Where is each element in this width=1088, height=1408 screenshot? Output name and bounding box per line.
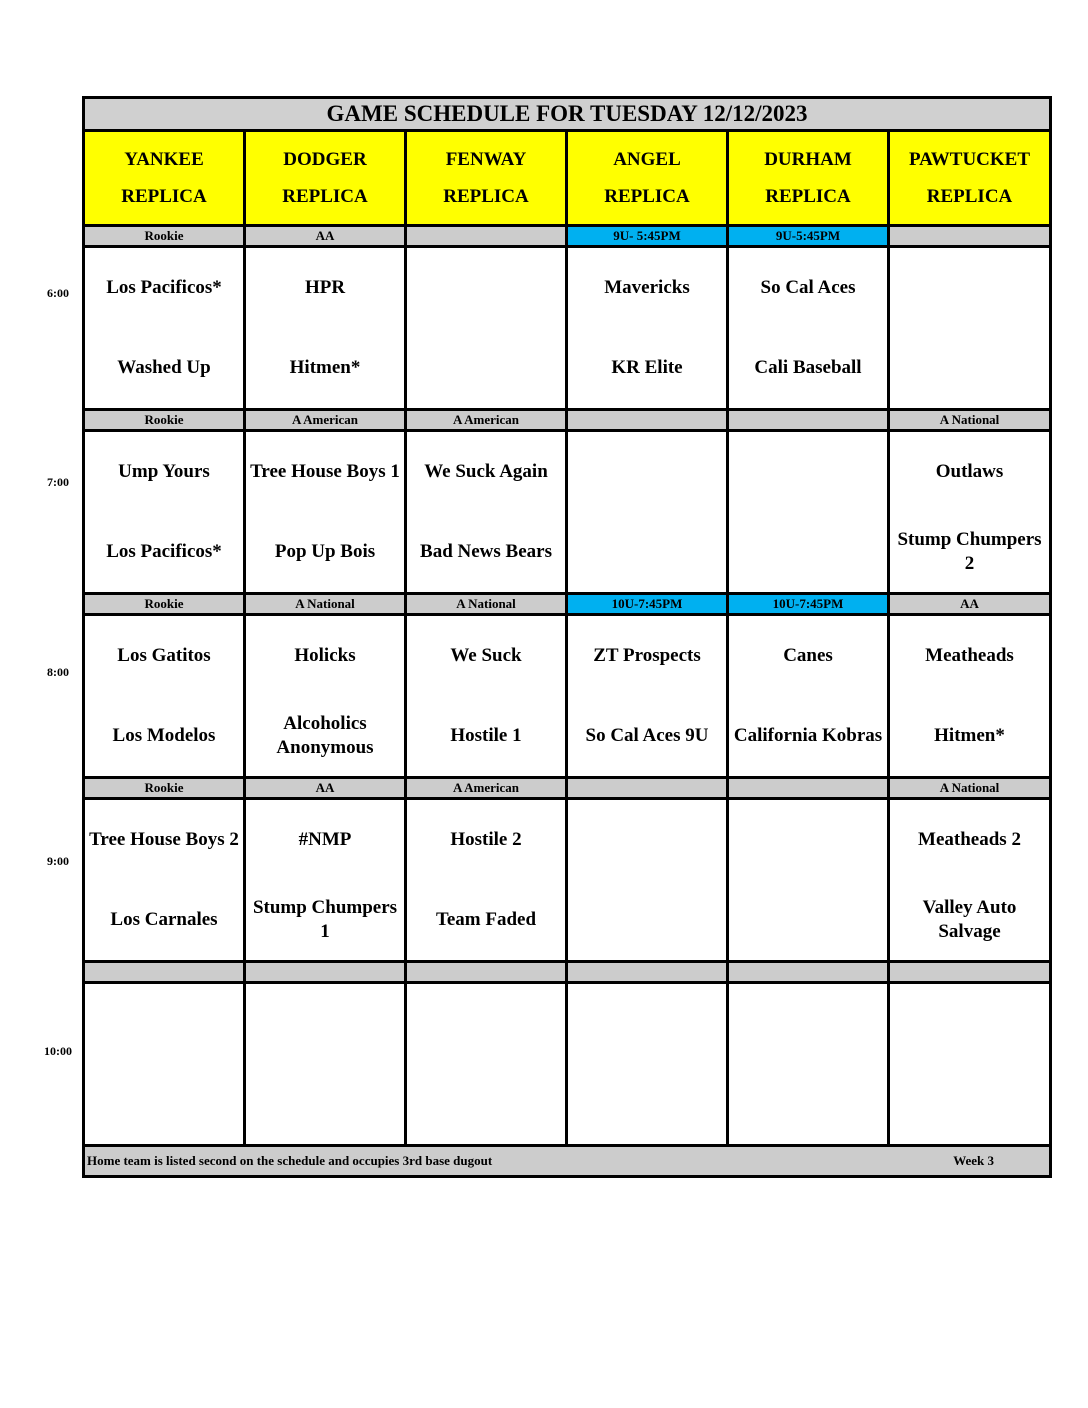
away-team: Holicks bbox=[294, 645, 356, 666]
away-team bbox=[568, 800, 726, 880]
home-team: Cali Baseball bbox=[754, 357, 862, 378]
away-team bbox=[568, 432, 726, 512]
game-cell bbox=[728, 247, 889, 410]
game-cell bbox=[84, 983, 245, 1146]
time-slots bbox=[84, 226, 1051, 1146]
division-label bbox=[567, 778, 728, 799]
time-label-7: 7:00 bbox=[47, 475, 69, 489]
division-label bbox=[567, 962, 728, 983]
home-team: KR Elite bbox=[611, 357, 683, 378]
home-team: Los Carnales bbox=[110, 909, 218, 930]
home-team: Hitmen* bbox=[289, 357, 361, 378]
home-team: Valley Auto Salvage bbox=[922, 897, 1017, 942]
away-team: Outlaws bbox=[935, 461, 1004, 482]
home-team bbox=[729, 880, 887, 960]
home-team: Washed Up bbox=[117, 357, 211, 378]
field-header-angel bbox=[567, 131, 728, 226]
away-team bbox=[890, 248, 1049, 328]
home-team: Stump Chumpers 1 bbox=[252, 897, 398, 942]
division-label: AA bbox=[889, 594, 1051, 615]
home-team: Team Faded bbox=[435, 909, 537, 930]
division-label: Rookie bbox=[84, 778, 245, 799]
away-team: So Cal Aces bbox=[760, 277, 856, 298]
division-label bbox=[728, 962, 889, 983]
home-team: Hitmen* bbox=[934, 725, 1005, 746]
division-label bbox=[889, 226, 1051, 247]
away-team bbox=[85, 984, 243, 1064]
away-team: Hostile 2 bbox=[450, 829, 522, 850]
division-label bbox=[567, 410, 728, 431]
field-name: DURHAM bbox=[764, 149, 852, 170]
home-team: Hostile 1 bbox=[450, 725, 522, 746]
division-label: 9U-5:45PM bbox=[728, 226, 889, 247]
time-label-9: 9:00 bbox=[47, 854, 69, 868]
away-team: Tree House Boys 2 bbox=[89, 829, 239, 850]
game-cell bbox=[889, 247, 1051, 410]
away-team: Meatheads 2 bbox=[918, 829, 1021, 850]
home-team: California Kobras bbox=[733, 725, 883, 746]
away-team: We Suck Again bbox=[424, 461, 548, 482]
division-label bbox=[728, 778, 889, 799]
home-team: Alcoholics Anonymous bbox=[276, 713, 374, 758]
field-name: DODGER bbox=[283, 149, 367, 170]
field-type: REPLICA bbox=[926, 186, 1013, 207]
division-label bbox=[728, 410, 889, 431]
field-name: FENWAY bbox=[445, 149, 527, 170]
time-label-10: 10:00 bbox=[44, 1044, 72, 1058]
away-team: Los Pacificos* bbox=[106, 277, 222, 298]
away-team bbox=[407, 248, 565, 328]
home-team: Los Pacificos* bbox=[106, 541, 222, 562]
home-team bbox=[729, 512, 887, 592]
division-label: AA bbox=[245, 778, 406, 799]
field-type: REPLICA bbox=[121, 186, 207, 207]
division-label-row bbox=[84, 226, 1051, 247]
division-label: AA bbox=[245, 226, 406, 247]
away-team bbox=[729, 432, 887, 512]
away-team: Tree House Boys 1 bbox=[250, 461, 400, 482]
game-cell bbox=[889, 615, 1051, 778]
time-label-6: 6:00 bbox=[47, 286, 69, 300]
field-type: REPLICA bbox=[604, 186, 690, 207]
division-label: 9U- 5:45PM bbox=[567, 226, 728, 247]
game-cell bbox=[84, 799, 245, 962]
week-label: Week 3 bbox=[953, 1153, 995, 1168]
game-row bbox=[84, 247, 1051, 410]
field-header-dodger bbox=[245, 131, 406, 226]
away-team bbox=[246, 984, 404, 1064]
home-team: Stump Chumpers 2 bbox=[897, 529, 1042, 574]
field-name: PAWTUCKET bbox=[908, 149, 1031, 170]
field-name: YANKEE bbox=[124, 149, 204, 170]
field-header-pawtucket bbox=[889, 131, 1051, 226]
game-cell bbox=[245, 247, 406, 410]
division-label: 10U-7:45PM bbox=[728, 594, 889, 615]
division-label: Rookie bbox=[84, 594, 245, 615]
time-label-8: 8:00 bbox=[47, 665, 69, 679]
division-label bbox=[245, 962, 406, 983]
division-label bbox=[84, 962, 245, 983]
home-team bbox=[729, 1064, 887, 1144]
away-team bbox=[568, 984, 726, 1064]
game-cell bbox=[728, 431, 889, 594]
game-cell bbox=[567, 799, 728, 962]
division-label: A American bbox=[406, 778, 567, 799]
game-cell bbox=[245, 431, 406, 594]
division-label: 10U-7:45PM bbox=[567, 594, 728, 615]
division-label: A National bbox=[889, 410, 1051, 431]
game-cell bbox=[406, 983, 567, 1146]
home-team bbox=[407, 1064, 565, 1144]
game-cell bbox=[889, 431, 1051, 594]
division-label: A American bbox=[245, 410, 406, 431]
game-cell bbox=[406, 615, 567, 778]
home-team bbox=[568, 1064, 726, 1144]
game-cell bbox=[728, 615, 889, 778]
home-team: Pop Up Bois bbox=[274, 541, 376, 562]
home-team bbox=[890, 328, 1049, 408]
away-team: Mavericks bbox=[604, 277, 690, 298]
field-name: ANGEL bbox=[613, 149, 681, 170]
division-label bbox=[889, 962, 1051, 983]
division-label: Rookie bbox=[84, 226, 245, 247]
game-cell bbox=[406, 247, 567, 410]
game-cell bbox=[245, 615, 406, 778]
home-team bbox=[407, 328, 565, 408]
away-team bbox=[729, 800, 887, 880]
game-cell bbox=[889, 983, 1051, 1146]
game-row bbox=[84, 615, 1051, 778]
field-type: REPLICA bbox=[282, 186, 368, 207]
game-cell bbox=[245, 983, 406, 1146]
home-team-note: Home team is listed second on the schedule and occupies 3rd base dugout bbox=[87, 1153, 493, 1168]
division-label bbox=[406, 962, 567, 983]
game-cell bbox=[728, 799, 889, 962]
home-team: Los Modelos bbox=[112, 725, 216, 746]
game-cell bbox=[567, 615, 728, 778]
game-row bbox=[84, 431, 1051, 594]
field-header-yankee bbox=[84, 131, 245, 226]
game-cell bbox=[406, 799, 567, 962]
home-team bbox=[568, 880, 726, 960]
home-team: So Cal Aces 9U bbox=[585, 725, 709, 746]
game-cell bbox=[245, 799, 406, 962]
game-cell bbox=[728, 983, 889, 1146]
away-team: ZT Prospects bbox=[593, 645, 701, 666]
division-label: A National bbox=[406, 594, 567, 615]
game-cell bbox=[889, 799, 1051, 962]
away-team: We Suck bbox=[450, 645, 522, 666]
away-team: Meatheads bbox=[925, 645, 1014, 666]
division-label: A National bbox=[889, 778, 1051, 799]
division-label bbox=[406, 226, 567, 247]
division-label-row bbox=[84, 778, 1051, 799]
field-header-fenway bbox=[406, 131, 567, 226]
game-cell bbox=[567, 247, 728, 410]
game-cell bbox=[84, 615, 245, 778]
away-team bbox=[407, 984, 565, 1064]
home-team bbox=[85, 1064, 243, 1144]
away-team: #NMP bbox=[298, 829, 352, 850]
home-team bbox=[568, 512, 726, 592]
schedule-footer bbox=[84, 1146, 1051, 1177]
game-cell bbox=[567, 983, 728, 1146]
field-type: REPLICA bbox=[443, 186, 529, 207]
division-label-row bbox=[84, 962, 1051, 983]
home-team bbox=[246, 1064, 404, 1144]
game-cell bbox=[84, 247, 245, 410]
schedule-table bbox=[82, 96, 1052, 1178]
division-label-row bbox=[84, 410, 1051, 431]
away-team: Ump Yours bbox=[118, 461, 210, 482]
away-team: Canes bbox=[783, 645, 833, 666]
division-label: A National bbox=[245, 594, 406, 615]
home-team bbox=[890, 1064, 1049, 1144]
division-label-row bbox=[84, 594, 1051, 615]
home-team: Bad News Bears bbox=[420, 541, 552, 562]
game-row bbox=[84, 799, 1051, 962]
field-type: REPLICA bbox=[765, 186, 851, 207]
field-header-durham bbox=[728, 131, 889, 226]
away-team: Los Gatitos bbox=[117, 645, 211, 666]
away-team: HPR bbox=[304, 277, 346, 298]
away-team bbox=[729, 984, 887, 1064]
schedule-title: GAME SCHEDULE FOR TUESDAY 12/12/2023 bbox=[84, 98, 1051, 131]
game-cell bbox=[567, 431, 728, 594]
division-label: A American bbox=[406, 410, 567, 431]
game-cell bbox=[84, 431, 245, 594]
game-row bbox=[84, 983, 1051, 1146]
away-team bbox=[890, 984, 1049, 1064]
division-label: Rookie bbox=[84, 410, 245, 431]
schedule-sheet bbox=[82, 96, 1049, 1178]
game-cell bbox=[406, 431, 567, 594]
